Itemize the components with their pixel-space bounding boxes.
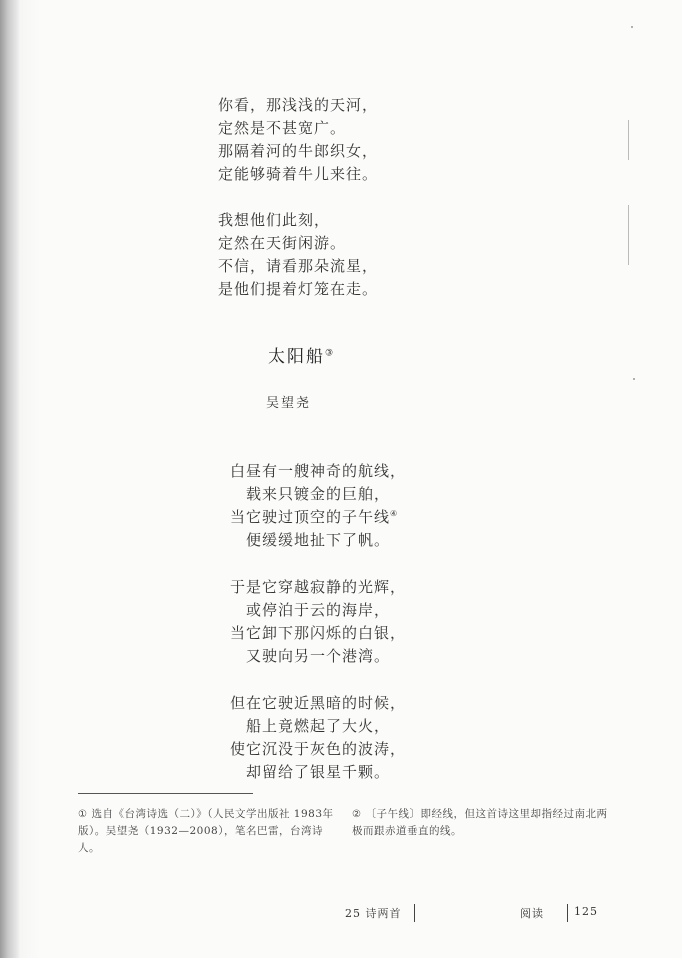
poem1-line: 定然在天街闲游。 <box>218 234 347 252</box>
poem2-line: 于是它穿越寂静的光辉， <box>230 578 407 596</box>
poem1-line: 我想他们此刻， <box>218 211 331 229</box>
poem2-line: 载来只镀金的巨舶， <box>246 485 391 503</box>
scan-mark <box>628 205 629 265</box>
poem2-line: 又驶向另一个港湾。 <box>246 647 391 665</box>
footnote-1-number: ① <box>78 809 88 820</box>
footer-divider <box>567 904 568 922</box>
poem2-line-note: ④ <box>390 509 399 518</box>
footnote-2 <box>352 806 610 840</box>
footnote-divider <box>78 793 253 794</box>
footer-section: 阅读 <box>520 907 544 920</box>
poem2-line: 船上竟燃起了大火， <box>246 717 391 735</box>
poem1-line: 那隔着河的牛郎织女， <box>218 142 379 160</box>
footnote-2-number: ② <box>352 809 362 820</box>
poem2-line: 当它卸下那闪烁的白银， <box>230 624 407 642</box>
poem1-line: 定能够骑着牛儿来往。 <box>218 165 379 183</box>
footer-unit: 25 诗两首 <box>345 907 402 920</box>
scan-mark <box>628 120 629 160</box>
footnote-1 <box>78 806 340 857</box>
footer-divider <box>414 904 415 922</box>
poem1-line: 是他们提着灯笼在走。 <box>218 280 379 298</box>
footnote-1-text: 选自《台湾诗选（二）》（人民文学出版社 1983年版）。吴望尧（1932—2008），笔名巴雷，台湾诗人。 <box>78 808 334 854</box>
footnote-2-text: 〔子午线〕即经线，但这首诗这里却指经过南北两极而跟赤道垂直的线。 <box>352 808 608 837</box>
poem2-line: 白昼有一艘神奇的航线， <box>230 462 407 480</box>
poem2-line: 但在它驶近黑暗的时候， <box>230 694 407 712</box>
poem2-author: 吴望尧 <box>266 396 312 411</box>
book-binding-shadow <box>0 0 20 958</box>
poem1-line: 你看，那浅浅的天河， <box>218 96 379 114</box>
poem2-title-note: ③ <box>325 348 336 359</box>
poem1-line: 不信，请看那朵流星， <box>218 257 379 275</box>
poem2-title <box>268 342 335 367</box>
poem2-line <box>230 506 398 527</box>
scan-speck <box>631 26 633 28</box>
poem2-line-text: 当它驶过顶空的子午线 <box>230 508 391 526</box>
poem2-line: 便缓缓地扯下了帆。 <box>246 531 391 549</box>
poem2-title-text: 太阳船 <box>268 347 325 367</box>
poem1-line: 定然是不甚宽广。 <box>218 119 347 137</box>
page-number: 125 <box>574 905 598 918</box>
scan-speck <box>633 378 635 380</box>
poem2-line: 却留给了银星千颗。 <box>246 763 391 781</box>
poem2-line: 使它沉没于灰色的波涛， <box>230 740 407 758</box>
poem2-line: 或停泊于云的海岸， <box>246 601 391 619</box>
